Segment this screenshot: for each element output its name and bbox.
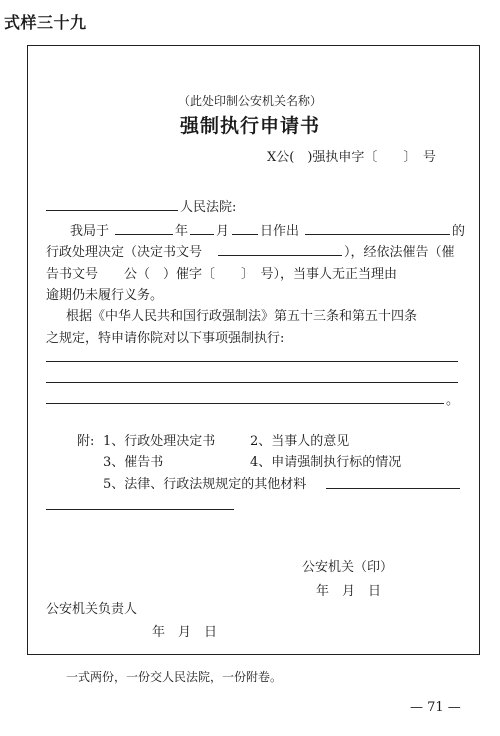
document-title: 强制执行申请书 <box>179 115 320 137</box>
decision-blank <box>305 234 450 235</box>
seal-label: 公安机关（印） <box>302 560 394 575</box>
court-label: 人民法院: <box>180 200 237 215</box>
month-label: 月 <box>216 224 230 239</box>
year-blank <box>115 234 173 235</box>
authority-name-note: （此处印制公安机关名称） <box>177 94 322 108</box>
attachments-label: 附: <box>77 434 95 449</box>
leader-date: 年 月 日 <box>152 625 218 640</box>
month-blank <box>190 234 214 235</box>
matter-line <box>46 382 458 383</box>
attachment-blank <box>326 488 460 489</box>
year-label: 年 <box>175 224 189 239</box>
para2-text: 根据《中华人民共和国行政强制法》第五十三条和第五十四条 <box>66 309 418 324</box>
decision-number-blank <box>218 255 342 256</box>
para1-text: ），经依法催告（催 <box>344 245 455 260</box>
para1-text: 日作出 <box>260 224 300 239</box>
court-name-blank <box>46 210 178 211</box>
page-number: — 71 — <box>410 700 461 715</box>
footnote: 一式两份，一份交人民法院，一份附卷。 <box>66 670 283 684</box>
attachment-blank <box>46 509 234 510</box>
attachment-item: 5、法律、行政法规规定的其他材料 <box>103 477 307 492</box>
day-blank <box>232 234 258 235</box>
para1-text: 行政处理决定（决定书文号 <box>46 245 203 260</box>
para1-text: 逾期仍未履行义务。 <box>46 288 164 303</box>
attachment-item: 4、申请强制执行标的情况 <box>250 455 402 470</box>
attachment-item: 1、行政处理决定书 <box>103 434 216 449</box>
matter-end-mark: 。 <box>446 393 460 408</box>
form-style-label: 式样三十九 <box>4 13 87 32</box>
leader-label: 公安机关负责人 <box>46 602 138 617</box>
matter-line <box>46 403 444 404</box>
matter-line <box>46 361 458 362</box>
attachment-item: 3、催告书 <box>103 455 164 470</box>
document-number: X公( )强执申字〔 〕 号 <box>267 150 436 165</box>
para1-text: 我局于 <box>70 224 110 239</box>
para1-text: 告书文号 公（ ）催字〔 〕 号），当事人无正当理由 <box>46 267 398 282</box>
seal-date: 年 月 日 <box>316 584 382 599</box>
attachment-item: 2、当事人的意见 <box>250 434 350 449</box>
para2-text: 之规定，特申请你院对以下事项强制执行: <box>46 331 285 346</box>
para1-text: 的 <box>452 224 466 239</box>
